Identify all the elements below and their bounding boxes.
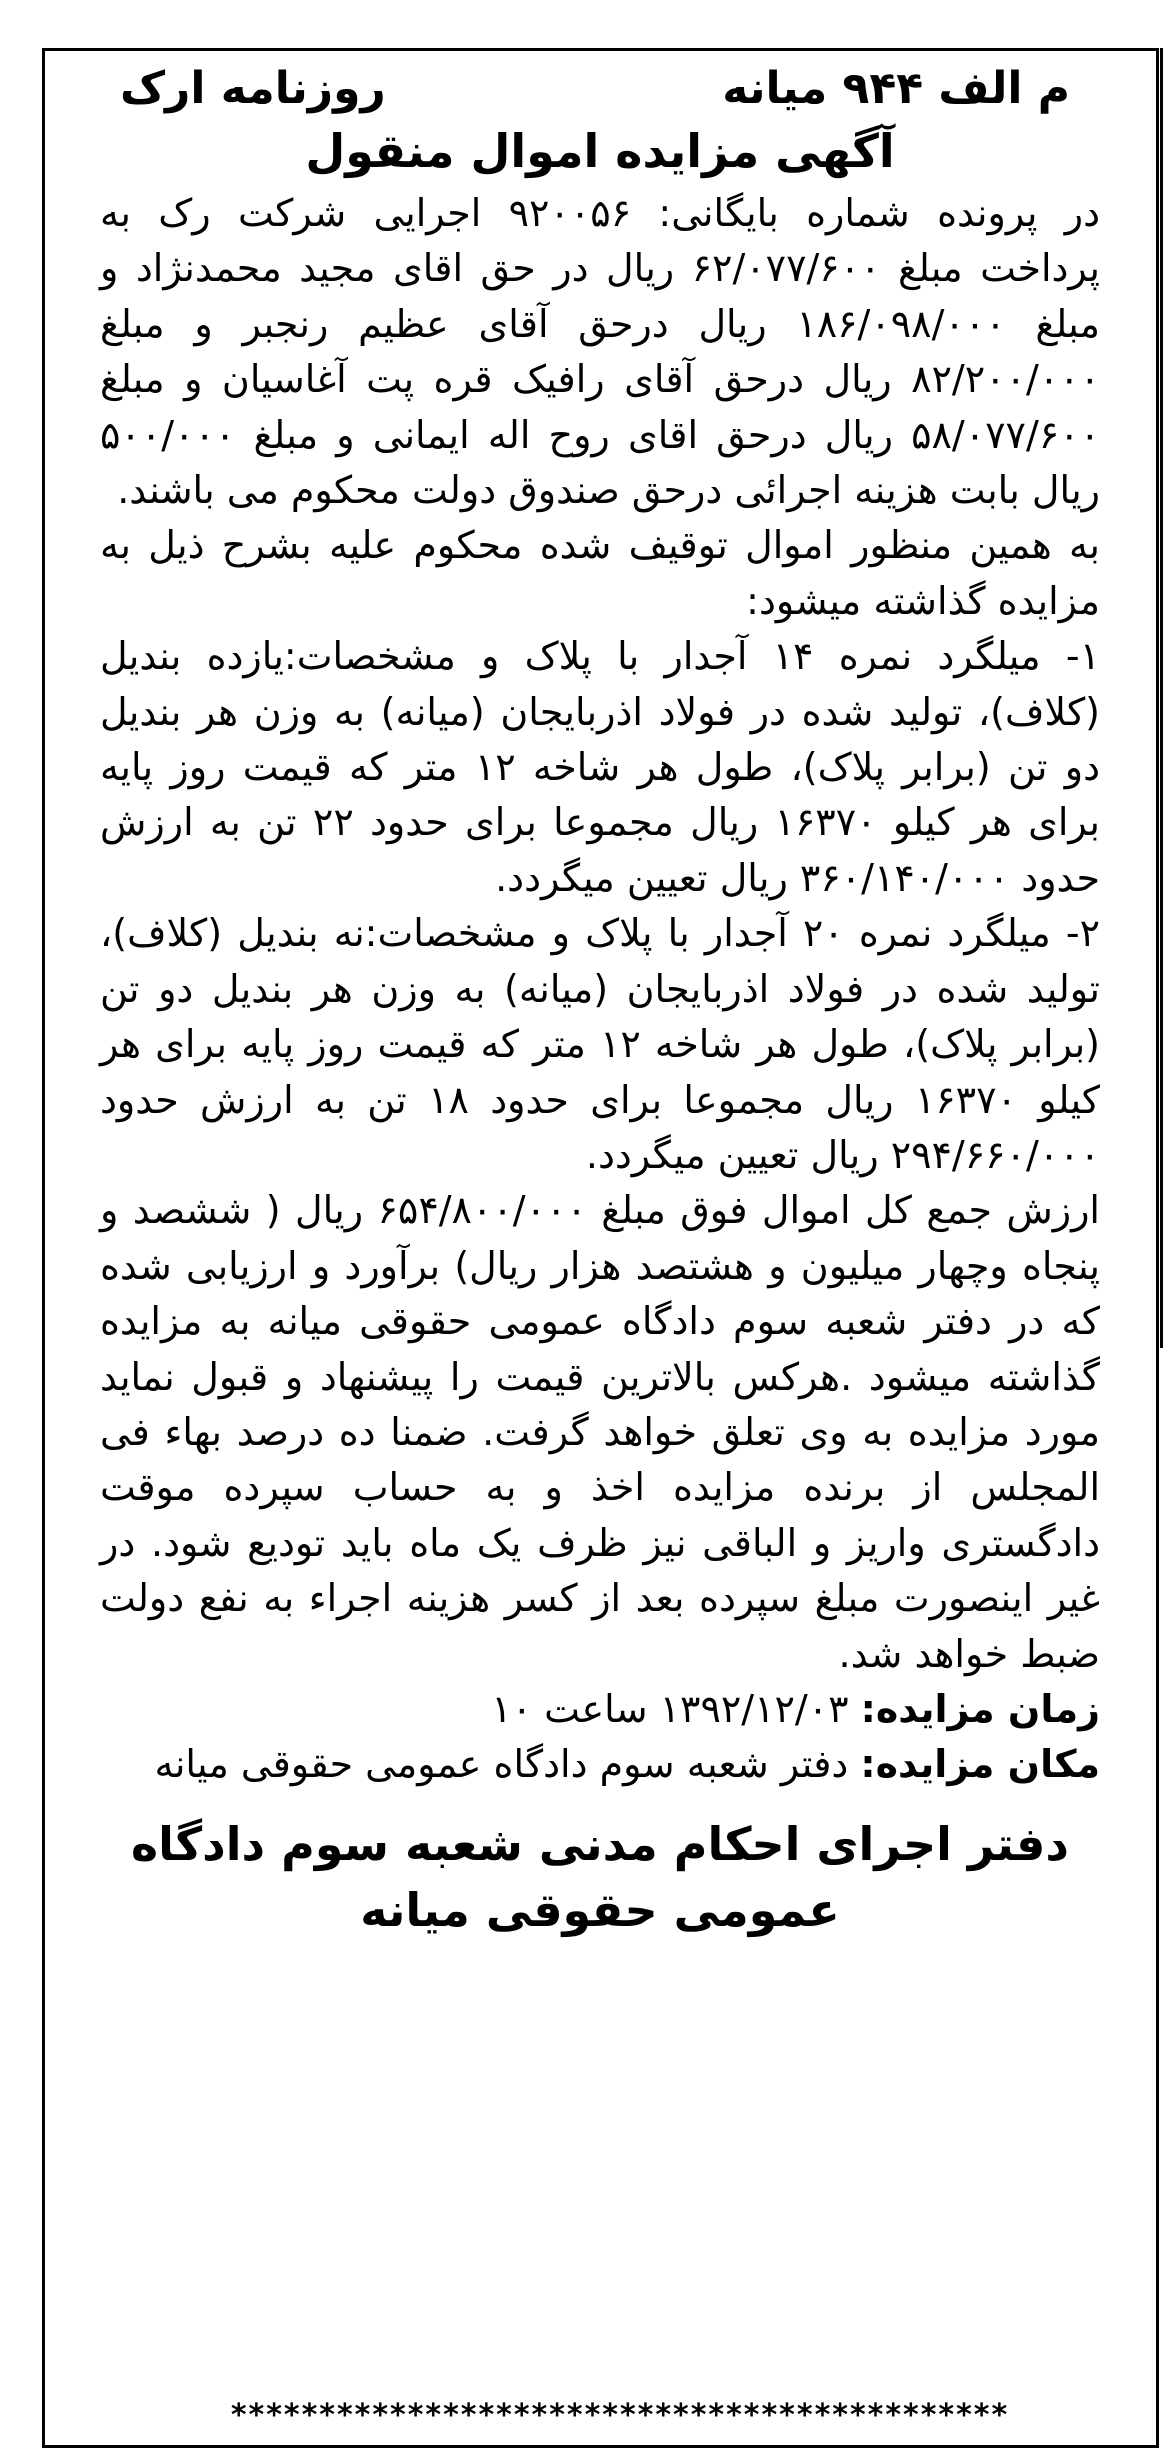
issue-number: م الف ۹۴۴ میانه: [722, 63, 1070, 114]
ad-title: آگهی مزایده اموال منقول: [305, 124, 895, 178]
ad-content: [100, 58, 1100, 1943]
auction-time-value: ۱۳۹۲/۱۲/۰۳ ساعت ۱۰: [491, 1686, 861, 1731]
newspaper-name: روزنامه ارک: [120, 63, 386, 114]
page-edge-line: [1160, 48, 1163, 1348]
footer-line-2: عمومی حقوقی میانه: [360, 1882, 840, 1937]
auction-place-label: مکان مزایده:: [860, 1742, 1100, 1787]
auction-time-label: زمان مزایده:: [860, 1686, 1100, 1731]
total-paragraph: ارزش جمع کل اموال فوق مبلغ ۶۵۴/۸۰۰/۰۰۰ ریال ( ششصد و پنجاه وچهار میلیون و هشتصد هزار ریال) برآورد و ارزیابی شده که در دفتر شعبه سوم دادگاه عمومی حقوقی میانه به مزایده گذاشته میشود .هرکس بالاترین قیمت را پیشنهاد و قبول نماید مورد مزایده به وی تعلق خواهد گرفت. ضمنا ده درصد بهاء فی المجلس از برنده مزایده اخذ و به حساب سپرده موقت دادگستری واریز و الباقی نیز ظرف یک ماه باید تودیع شود. در غیر اینصورت مبلغ سپرده بعد از کسر هزینه اجراء به نفع دولت ضبط خواهد شد.: [100, 1188, 1100, 1676]
auction-time: [100, 1682, 1100, 1737]
ad-header: [100, 58, 1100, 120]
star-divider: ********************************************: [230, 2398, 1010, 2433]
auction-place: [100, 1737, 1100, 1792]
list-item: ۲- میلگرد نمره ۲۰ آجدار با پلاک و مشخصات:نه بندیل (کلاف)، تولید شده در فولاد اذربایجان (میانه) به وزن هر بندیل دو تن (برابر پلاک)، طول هر شاخه ۱۲ متر که قیمت روز پایه برای هر کیلو ۱۶۳۷۰ ریال مجموعا برای حدود ۱۸ تن به ارزش حدود ۲۹۴/۶۶۰/۰۰۰ ریال تعیین میگردد.: [100, 911, 1101, 1177]
ad-footer: [100, 1811, 1100, 1943]
intro-paragraph-2: به همین منظور اموال توقیف شده محکوم علیه بشرح ذیل به مزایده گذاشته میشود:: [100, 523, 1100, 623]
ad-body: [100, 186, 1100, 1682]
intro-paragraph: در پرونده شماره بایگانی: ۹۲۰۰۵۶ اجرایی شرکت رک به پرداخت مبلغ ۶۲/۰۷۷/۶۰۰ ریال در حق اقای مجید محمدنژاد و مبلغ ۱۸۶/۰۹۸/۰۰۰ ریال درحق آقای عظیم رنجبر و مبلغ ۸۲/۲۰۰/۰۰۰ ریال درحق آقای رافیک قره پت آغاسیان و مبلغ ۵۸/۰۷۷/۶۰۰ ریال درحق اقای روح اله ایمانی و مبلغ ۵۰۰/۰۰۰ ریال بابت هزینه اجرائی درحق صندوق دولت محکوم می باشند.: [100, 191, 1100, 513]
list-item: ۱- میلگرد نمره ۱۴ آجدار با پلاک و مشخصات:یازده بندیل (کلاف)، تولید شده در فولاد اذربایجان (میانه) به وزن هر بندیل دو تن (برابر پلاک)، طول هر شاخه ۱۲ متر که قیمت روز پایه برای هر کیلو ۱۶۳۷۰ ریال مجموعا برای حدود ۲۲ تن به ارزش حدود ۳۶۰/۱۴۰/۰۰۰ ریال تعیین میگردد.: [100, 634, 1101, 900]
auction-place-value: دفتر شعبه سوم دادگاه عمومی حقوقی میانه: [154, 1742, 861, 1787]
footer-line-1: دفتر اجرای احکام مدنی شعبه سوم دادگاه: [130, 1816, 1069, 1871]
